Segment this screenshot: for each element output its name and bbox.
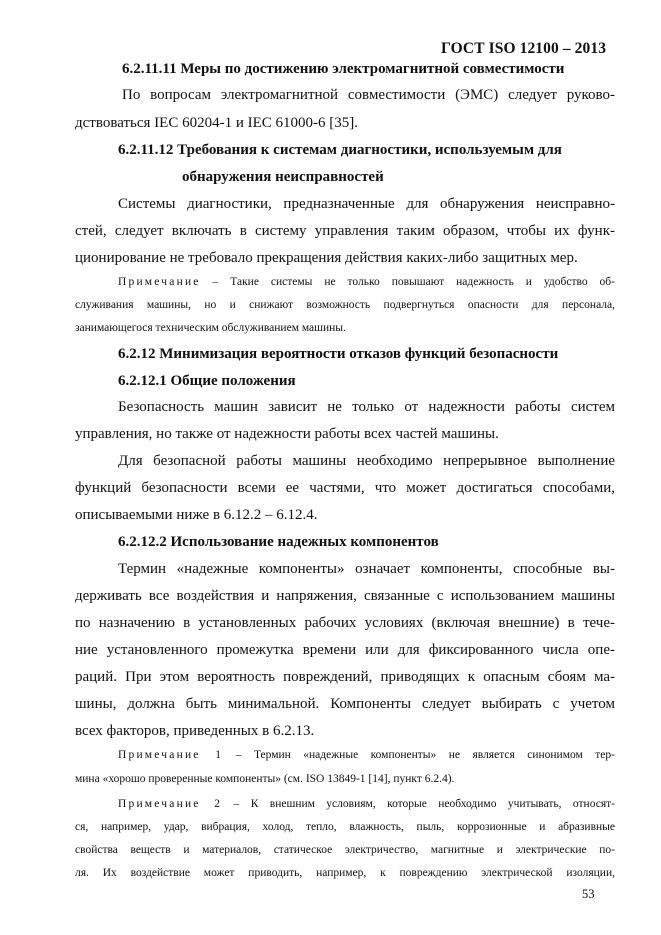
section-heading-6-2-12: 6.2.12 Минимизация вероятности отказов функций безопасности	[118, 346, 559, 362]
section-heading-6-2-11-12: 6.2.11.12 Требования к системам диагностики, используемым для	[118, 142, 562, 158]
paragraph-line: По вопросам электромагнитной совместимости (ЭМС) следует руково-	[122, 87, 615, 103]
note-line: служивания машины, но и снижают возможность подвергнуться опасности для персонала,	[75, 299, 615, 311]
paragraph-line: Термин «надежные компоненты» означает компоненты, способные вы-	[118, 561, 615, 577]
paragraph-line: шины, должна быть минимальной. Компоненты следует выбирать с учетом	[75, 696, 615, 712]
note-line: занимающегося техническим обслуживанием машины.	[75, 322, 346, 334]
paragraph-line: стей, следует включать в систему управления таким образом, чтобы их функ-	[75, 223, 615, 239]
note-line: ля. Их воздействие может приводить, например, к повреждению электрической изоляции,	[75, 867, 615, 879]
section-heading-6-2-11-11: 6.2.11.11 Меры по достижению электромагнитной совместимости	[122, 61, 565, 77]
note-line	[118, 797, 615, 811]
note-line	[118, 748, 615, 762]
paragraph-line: Для безопасной работы машины необходимо непрерывное выполнение	[118, 453, 615, 469]
note-line: мина «хорошо проверенные компоненты» (см. ISO 13849-1 [14], пункт 6.2.4).	[75, 773, 455, 785]
paragraph-line: управления, но также от надежности работы всех частей машины.	[75, 426, 499, 442]
section-heading-6-2-11-12-cont: обнаружения неисправностей	[182, 169, 384, 185]
section-heading-6-2-12-1: 6.2.12.1 Общие положения	[118, 373, 296, 389]
paragraph-line: функций безопасности всеми ее частями, что может достигаться способами,	[75, 480, 615, 496]
note-text: – Такие системы не только повышают надежность и удобство об-	[200, 276, 615, 288]
note-label: Примечание 1	[118, 749, 224, 761]
note-label: Примечание	[118, 276, 201, 288]
paragraph-line: по назначению в установленных рабочих условиях (включая внешние) в тече-	[75, 615, 615, 631]
note-line	[118, 275, 615, 289]
paragraph-line: описываемыми ниже в 6.12.2 – 6.12.4.	[75, 507, 318, 523]
paragraph-line: ние установленного промежутка времени или для фиксированного числа опе-	[75, 642, 615, 658]
note-label: Примечание 2	[118, 798, 223, 810]
note-line: свойства веществ и материалов, статическое электричество, магнитные и электрические по-	[75, 844, 615, 856]
paragraph-line: Безопасность машин зависит не только от надежности работы систем	[118, 399, 615, 415]
section-heading-6-2-12-2: 6.2.12.2 Использование надежных компонентов	[118, 534, 439, 550]
note-line: ся, например, удар, вибрация, холод, тепло, влажность, пыль, коррозионные и абразивные	[75, 821, 615, 833]
note-text: – К внешним условиям, которые необходимо учитывать, относят-	[222, 798, 615, 810]
standard-designation: ГОСТ ISO 12100 – 2013	[441, 40, 607, 57]
paragraph-line: дствоваться IEC 60204-1 и IEC 61000-6 [35].	[75, 115, 359, 131]
paragraph-line: всех факторов, приведенных в 6.2.13.	[75, 723, 315, 739]
page-number: 53	[582, 887, 595, 901]
note-text: – Термин «надежные компоненты» не является синонимом тер-	[223, 749, 615, 761]
paragraph-line: Системы диагностики, предназначенные для обнаружения неисправно-	[118, 196, 615, 212]
paragraph-line: держивать все воздействия и напряжения, связанные с использованием машины	[75, 588, 615, 604]
paragraph-line: раций. При этом вероятность повреждений, приводящих к опасным сбоям ма-	[75, 669, 615, 685]
paragraph-line: ционирование не требовало прекращения действия каких-либо защитных мер.	[75, 250, 578, 266]
